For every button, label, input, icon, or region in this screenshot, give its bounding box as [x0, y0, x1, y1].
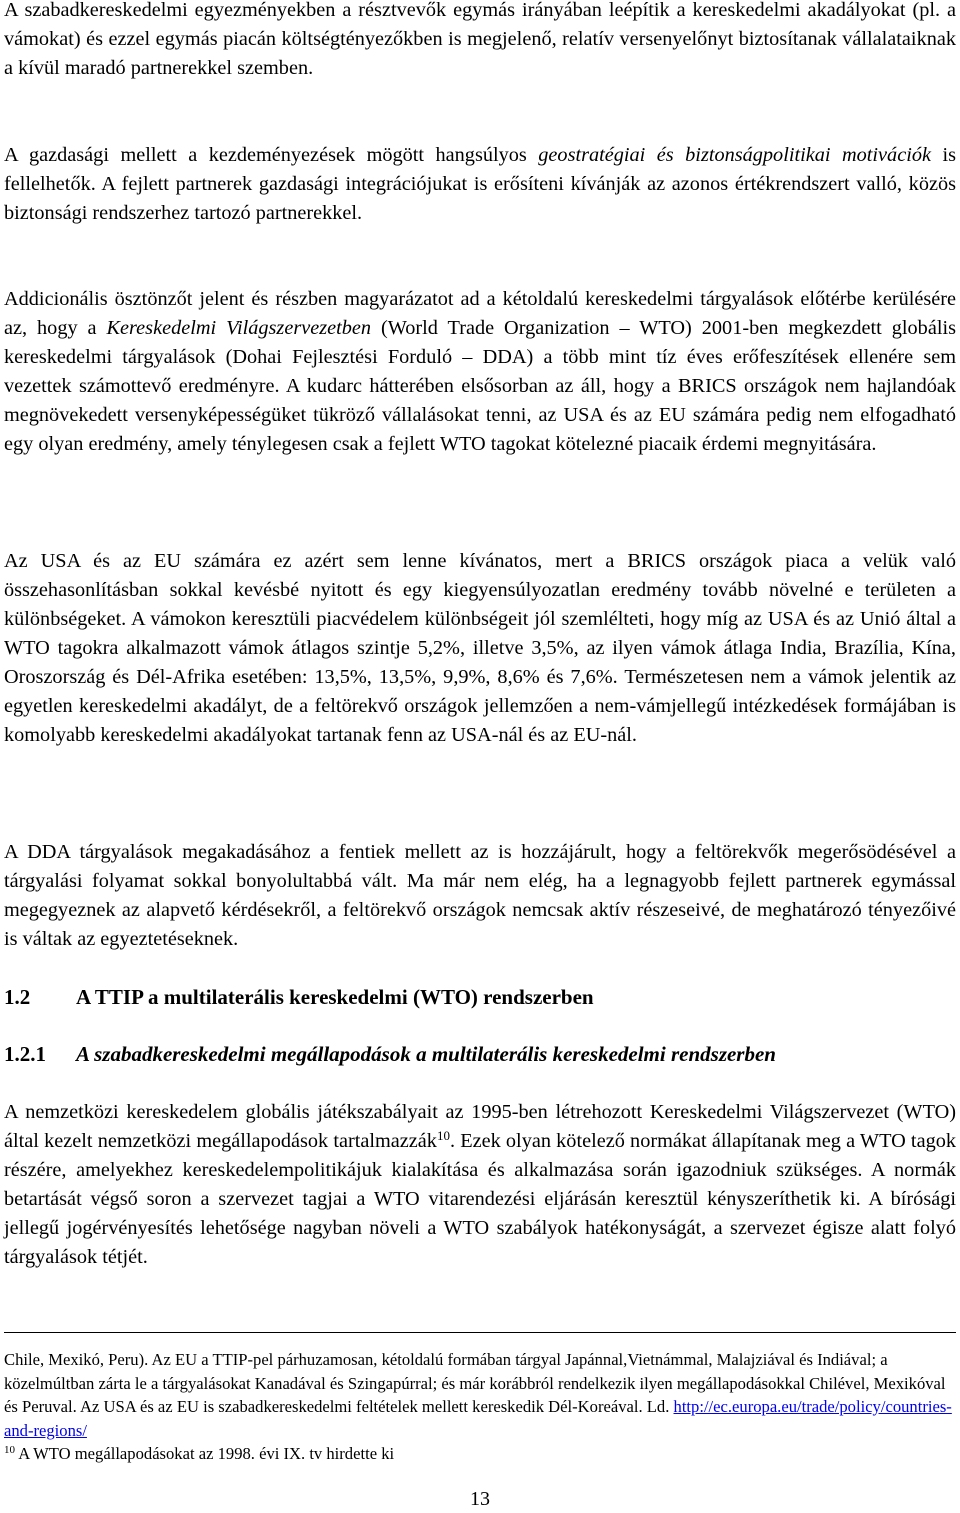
subsection-title: A szabadkereskedelmi megállapodások a multilaterális kereskedelmi rendszerben — [76, 1042, 776, 1066]
paragraph-text: A DDA tárgyalások megakadásához a fentiek mellett az is hozzájárult, hogy a feltörekvők megerősödésével a tárgyalási folyamat sokkal bonyolultabbá vált. Ma már nem elég, ha a legnagyobb fejlett partnerek egymással megegyeznek az alapvető kérdésekről, a feltörekvő országok nemcsak aktív részeseivé, de meghatározó tényezőivé is váltak az egyeztetéseknek. — [4, 841, 956, 950]
footnote-continuation: Chile, Mexikó, Peru). Az EU a TTIP-pel párhuzamosan, kétoldalú formában tárgyal Japánnal,Vietnámmal, Malajziával és Indiával; a közelmúltban zárta le a tárgyalásokat Kanadával és Szingapúrral; és már korábbról rendelkezik ilyen megállapodásokkal Chilével, Mexikóval és Peruval. Az USA és az EU is szabadkereskedelmi feltételek mellett kereskedik Dél-Koreával. Ld. — [4, 1350, 946, 1416]
footnotes — [4, 1348, 956, 1466]
paragraph-text: A szabadkereskedelmi egyezményekben a résztvevők egymás irányában leépítik a kereskedelmi akadályokat (pl. a vámokat) és ezzel egymás piacán költségtényezőkben is megjelenő, relatív versenyelőnyt biztosítanak vállalataiknak a kívül maradó partnerekkel szemben. — [4, 0, 956, 79]
page-number: 13 — [470, 1488, 490, 1510]
footnote-number: 10 — [4, 1444, 15, 1456]
paragraph-fta-intro — [4, 0, 956, 83]
paragraph-text: (World Trade Organization – WTO) 2001-ben megkezdett globális kereskedelmi tárgyalások (Dohai Fejlesztési Forduló – DDA) a több mint tíz éves erőfeszítések ellenére sem vezettek számottevő eredményre. A kudarc hátterében elsősorban az áll, hogy a BRICS országok nem hajlandóak megnövekedett versenyképességüket tükröző vállalásokat tenni, az USA és az EU számára pedig nem elfogadható egy olyan eredmény, amely ténylegesen csak a fejlett WTO tagokat kötelezné piacaik érdemi megnyitására. — [4, 317, 956, 455]
paragraph-wto-doha — [4, 285, 956, 459]
paragraph-geostrategic — [4, 141, 956, 228]
paragraph-tariffs — [4, 547, 956, 750]
italic-phrase: geostratégiai és biztonságpolitikai motivációk — [538, 144, 931, 166]
footnote-divider — [4, 1332, 956, 1333]
section-heading — [4, 983, 594, 1012]
subsection-heading — [4, 1040, 776, 1069]
paragraph-text: Addicionális ösztönzőt jelent és részben magyarázatot ad a kétoldalú kereskedelmi tárgyalások előtérbe kerülésére az, hogy a — [4, 288, 956, 339]
paragraph-wto-rules — [4, 1098, 956, 1272]
paragraph-text: . Ezek olyan kötelező normákat állapítanak meg a WTO tagok részére, amelyekhez kereskedelempolitikájuk kialakítása és alkalmazása során igazodniuk szükséges. A normák betartását végső soron a szervezet tagjai a WTO vitarendezési eljárásán keresztül kényszeríthetik ki. A bírósági jellegű jogérvényesítés lehetősége nagyban növeli a WTO szabályok hatékonyságát, a szervezet égisze alatt folyó tárgyalások tétjét. — [4, 1130, 956, 1268]
paragraph-text: A nemzetközi kereskedelem globális játékszabályait az 1995-ben létrehozott Kereskedelmi Világszervezet (WTO) által kezelt nemzetközi megállapodások tartalmazzák — [4, 1101, 956, 1152]
section-title: A TTIP a multilaterális kereskedelmi (WTO) rendszerben — [76, 985, 594, 1009]
footnote-link[interactable]: http://ec.europa.eu/trade/policy/countries-and-regions/ — [4, 1397, 952, 1440]
footnote-ref[interactable]: 10 — [436, 1128, 450, 1143]
paragraph-dda-stall — [4, 838, 956, 954]
paragraph-text: is fellelhetők. A fejlett partnerek gazdasági integrációjukat is erősíteni kívánják az azonos értékrendszert valló, közös biztonsági rendszerhez tartozó partnerekkel. — [4, 144, 956, 224]
footnote-10-text: A WTO megállapodásokat az 1998. évi IX. tv hirdette ki — [15, 1444, 395, 1463]
italic-phrase: Kereskedelmi Világszervezetben — [106, 317, 372, 339]
subsection-number: 1.2.1 — [4, 1042, 46, 1066]
paragraph-text: A gazdasági mellett a kezdeményezések mögött hangsúlyos — [4, 144, 539, 166]
section-number: 1.2 — [4, 985, 31, 1009]
paragraph-text: Az USA és az EU számára ez azért sem lenne kívánatos, mert a BRICS országok piaca a velük való összehasonlításban sokkal kevésbé nyitott és egy kiegyensúlyozatlan eredmény tovább növelné e területen a különbségeket. A vámokon keresztüli piacvédelem különbségeit jól szemlélteti, hogy míg az USA és az Unió által a WTO tagokra alkalmazott vámok átlagos szintje 5,2%, illetve 3,5%, az ilyen vámok átlaga India, Brazília, Kína, Oroszország és Dél-Afrika esetében: 13,5%, 13,5%, 9,9%, 8,6% és 7,6%. Természetesen nem a vámok jelentik az egyetlen kereskedelmi akadályt, de a feltörekvő országok jellemzően a nem-vámjellegű intézkedések formájában is komolyabb kereskedelmi akadályokat tartanak fenn az USA-nál és az EU-nál. — [4, 550, 956, 746]
